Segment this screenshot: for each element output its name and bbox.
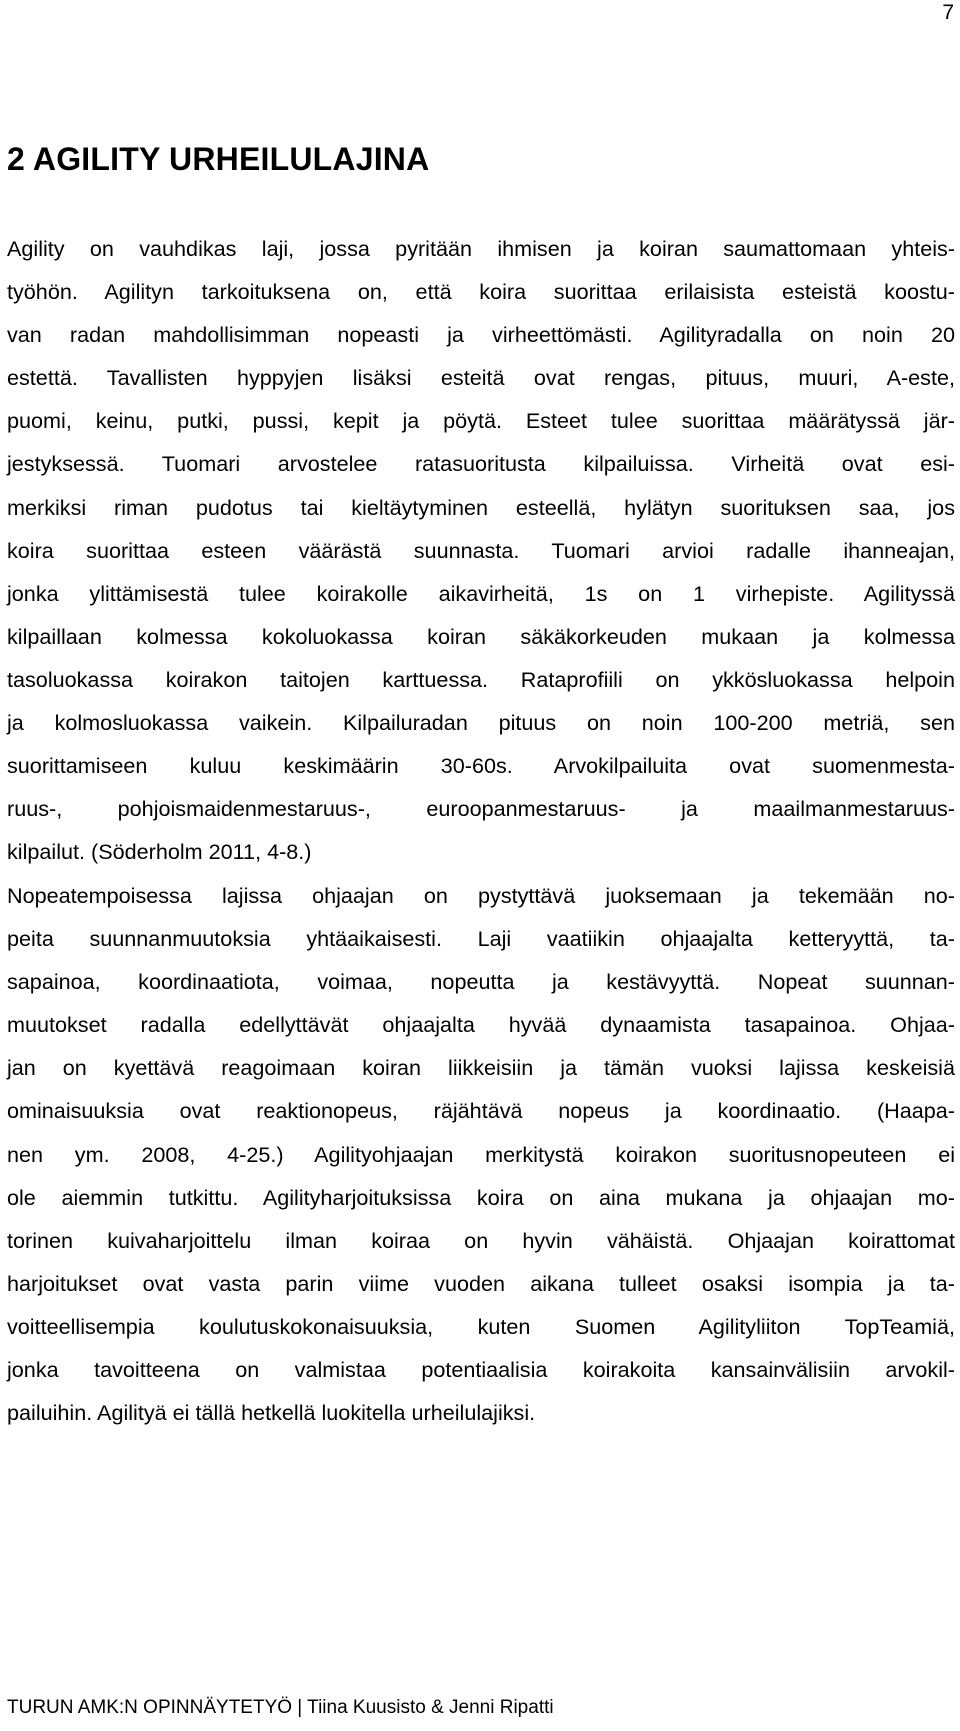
text-line: muutokset radalla edellyttävät ohjaajalta hyvää dynaamista tasapainoa. Ohjaa-: [7, 1012, 955, 1038]
paragraph-2: [7, 874, 955, 1434]
text-line-last: pailuihin. Agilityä ei tällä hetkellä luokitella urheilulajiksi.: [7, 1400, 536, 1426]
text-line-last: kilpailut. (Söderholm 2011, 4-8.): [7, 839, 312, 865]
text-line: ruus-, pohjoismaidenmestaruus-, euroopanmestaruus- ja maailmanmestaruus-: [7, 796, 955, 822]
chapter-heading: 2 AGILITY URHEILULAJINA: [7, 141, 430, 177]
text-line: jonka tavoitteena on valmistaa potentiaalisia koirakoita kansainvälisiin arvokil-: [7, 1357, 955, 1383]
text-line: nen ym. 2008, 4-25.) Agilityohjaajan merkitystä koirakon suoritusnopeuteen ei: [7, 1141, 955, 1167]
text-line: koira suorittaa esteen väärästä suunnasta. Tuomari arvioi radalle ihanneajan,: [7, 537, 955, 563]
text-line: ole aiemmin tutkittu. Agilityharjoituksissa koira on aina mukana ja ohjaajan mo-: [7, 1184, 955, 1210]
text-line: voitteellisempia koulutuskokonaisuuksia, kuten Suomen Agilityliiton TopTeamiä,: [7, 1313, 955, 1339]
text-line: estettä. Tavallisten hyppyjen lisäksi esteitä ovat rengas, pituus, muuri, A-este,: [7, 365, 955, 391]
text-line: ominaisuuksia ovat reaktionopeus, räjähtävä nopeus ja koordinaatio. (Haapa-: [7, 1098, 955, 1124]
text-line: Nopeatempoisessa lajissa ohjaajan on pystyttävä juoksemaan ja tekemään no-: [7, 883, 955, 908]
text-line: ja kolmosluokassa vaikein. Kilpailuradan pituus on noin 100-200 metriä, sen: [7, 710, 955, 736]
page-number: 7: [942, 1, 954, 24]
text-line: suorittamiseen kuluu keskimäärin 30-60s. Arvokilpailuita ovat suomenmesta-: [7, 753, 955, 779]
text-line: jonka ylittämisestä tulee koirakolle aikavirheitä, 1s on 1 virhepiste. Agilityssä: [7, 580, 955, 606]
paragraph-1: [7, 227, 955, 873]
text-line: harjoitukset ovat vasta parin viime vuoden aikana tulleet osaksi isompia ja ta-: [7, 1270, 955, 1296]
text-line: merkiksi riman pudotus tai kieltäytyminen esteellä, hylätyn suorituksen saa, jos: [7, 494, 955, 520]
text-line: torinen kuivaharjoittelu ilman koiraa on hyvin vähäistä. Ohjaajan koirattomat: [7, 1227, 955, 1253]
page-footer: TURUN AMK:N OPINNÄYTETYÖ | Tiina Kuusisto & Jenni Ripatti: [7, 1697, 554, 1718]
text-line: kilpaillaan kolmessa kokoluokassa koiran säkäkorkeuden mukaan ja kolmessa: [7, 623, 955, 649]
text-line: puomi, keinu, putki, pussi, kepit ja pöytä. Esteet tulee suorittaa määrätyssä jär-: [7, 408, 955, 434]
text-line: jestyksessä. Tuomari arvostelee ratasuoritusta kilpailuissa. Virheitä ovat esi-: [7, 451, 955, 477]
text-line: tasoluokassa koirakon taitojen karttuessa. Rataprofiili on ykkösluokassa helpoin: [7, 666, 955, 692]
text-line: työhön. Agilityn tarkoituksena on, että koira suorittaa erilaisista esteistä koostu-: [7, 279, 955, 305]
text-line: Agility on vauhdikas laji, jossa pyritään ihmisen ja koiran saumattomaan yhteis-: [7, 236, 955, 261]
text-line: peita suunnanmuutoksia yhtäaikaisesti. Laji vaatiikin ohjaajalta ketteryyttä, ta-: [7, 926, 955, 952]
text-line: sapainoa, koordinaatiota, voimaa, nopeutta ja kestävyyttä. Nopeat suunnan-: [7, 969, 955, 995]
text-line: van radan mahdollisimman nopeasti ja virheettömästi. Agilityradalla on noin 20: [7, 322, 955, 348]
text-line: jan on kyettävä reagoimaan koiran liikkeisiin ja tämän vuoksi lajissa keskeisiä: [7, 1055, 955, 1081]
